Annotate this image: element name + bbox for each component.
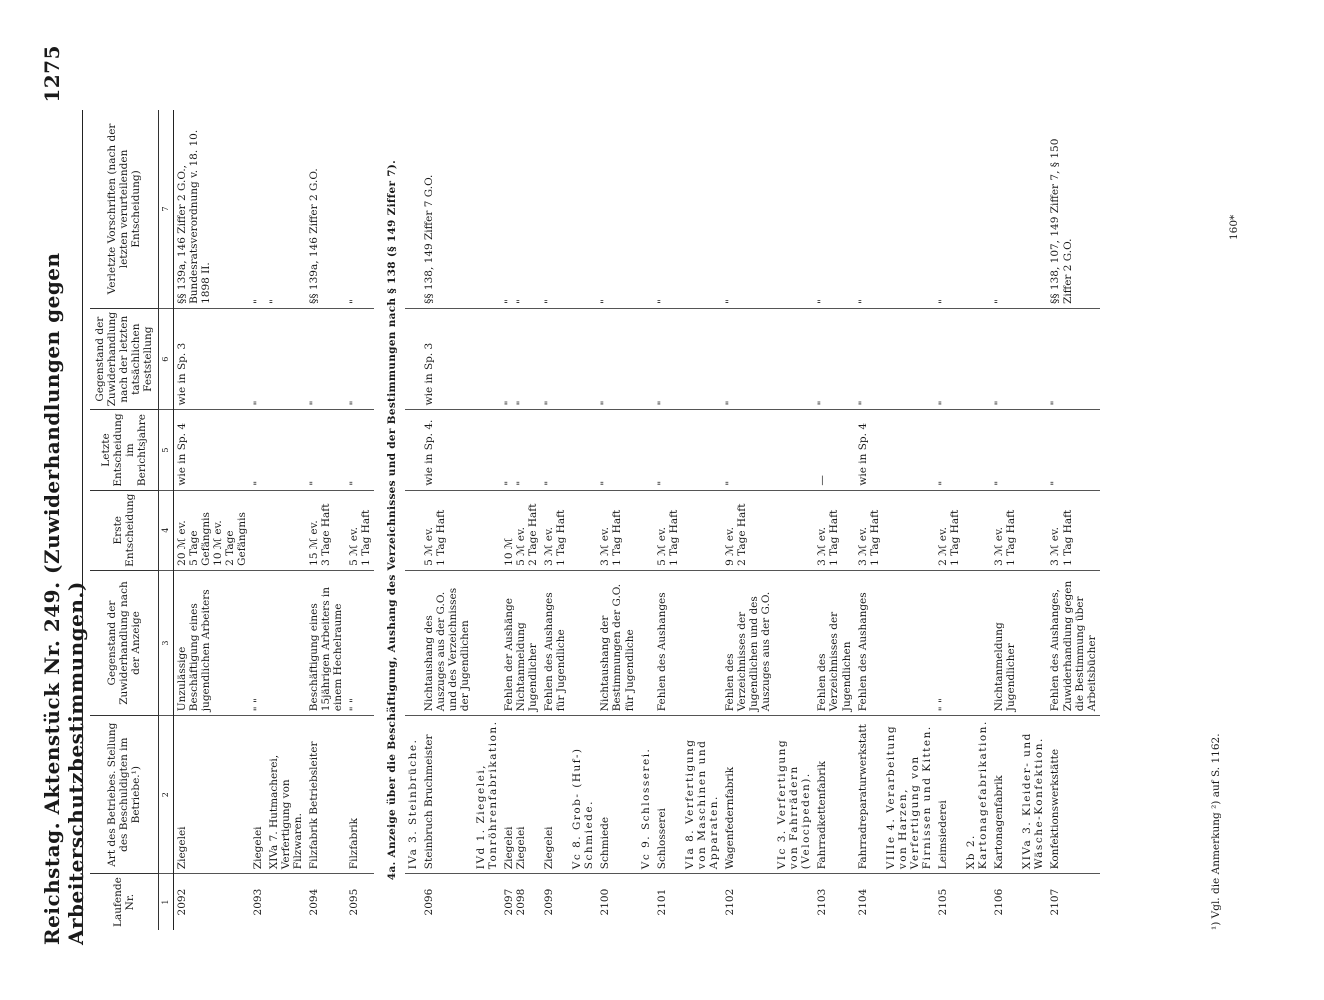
cell-art: Filzfabrik (346, 716, 374, 874)
cell-erste (250, 490, 266, 570)
cell-letzte: " (250, 410, 266, 490)
column-number-3: 3 (159, 570, 173, 715)
column-number-5: 5 (159, 410, 173, 490)
category-blank (638, 410, 654, 490)
cell-erste: 9 ℳ ev. 2 Tage Haft (722, 490, 774, 570)
cell-art: Fahrradreparaturwerkstatt (855, 716, 883, 874)
cell-letzte: " (1047, 410, 1099, 490)
cell-nr: 2105 (936, 888, 949, 916)
category-blank (682, 570, 722, 715)
category-blank (883, 570, 935, 715)
cell-vors: §§ 139a, 146 Ziffer 2 G.O., Bundesratsverordnung v. 18. 10. 1898 II. (173, 110, 250, 308)
category-heading: IVd 1. Ziegelei, Tonröhrenfabrikation. (473, 716, 501, 874)
cell-gegen: Nichtaushang der Bestimmungen der G.O. für Jugendliche (597, 570, 637, 715)
cell-gegen6: " (935, 308, 963, 409)
cell-vors: " (722, 110, 774, 308)
category-blank (682, 110, 722, 308)
table-row (266, 110, 306, 930)
cell-gegen6: wie in Sp. 3 (173, 308, 250, 409)
table-row (814, 110, 854, 930)
cell-vors: " " (501, 110, 541, 308)
category-heading: VIa 8. Verfertigung von Maschinen und Apparaten. (682, 716, 722, 874)
cell-vors: " (855, 110, 883, 308)
category-blank (963, 308, 991, 409)
cell-vors: §§ 139a, 146 Ziffer 2 G.O. (306, 110, 346, 308)
cell-letzte: — (814, 410, 854, 490)
category-blank (774, 308, 814, 409)
cell-art: Steinbruch Bruchmeister (421, 716, 473, 874)
cell-erste: 3 ℳ ev. 1 Tag Haft (814, 490, 854, 570)
table-row (346, 110, 374, 930)
category-blank (405, 308, 421, 409)
cell-vors: " (346, 110, 374, 308)
category-heading: XIVa 3. Kleider- und Wäsche-Konfektion. (1019, 716, 1047, 874)
cell-art: Ziegelei (541, 716, 569, 874)
cell-gegen: Fehlen des Verzeichnisses der Jugendlichen und des Auszuges aus der G.O. (722, 570, 774, 715)
cell-nr: 2094 (308, 888, 321, 916)
digitization-note (1303, 10, 1323, 990)
category-blank (774, 490, 814, 570)
cell-gegen: " " (346, 570, 374, 715)
category-blank (1019, 410, 1047, 490)
cell-erste: 3 ℳ ev. 1 Tag Haft (855, 490, 883, 570)
cell-letzte: wie in Sp. 4 (855, 410, 883, 490)
cell-vors: " (597, 110, 637, 308)
category-heading: VIc 3. Verfertigung von Fahrrädern (Velocipeden). (774, 716, 814, 874)
cell-erste: 3 ℳ ev. 1 Tag Haft (541, 490, 569, 570)
cell-gegen: Fehlen der Aushänge Nichtanmeldung Jugendlicher (501, 570, 541, 715)
cell-letzte: " (541, 410, 569, 490)
cell-nr: 2095 (348, 888, 361, 916)
cell-gegen: Nichtanmeldung Jugendlicher (991, 570, 1019, 715)
cell-letzte: " (935, 410, 963, 490)
cell-gegen6: " (597, 308, 637, 409)
cell-art: Schmiede (597, 716, 637, 874)
cell-nr: 2096 (422, 888, 435, 916)
category-row (963, 110, 991, 930)
cell-gegen6: " (346, 308, 374, 409)
category-blank (1019, 570, 1047, 715)
category-blank (473, 110, 501, 308)
cell-gegen6: " (541, 308, 569, 409)
category-blank (638, 490, 654, 570)
category-heading: IVa 3. Steinbrüche. (405, 716, 421, 874)
category-heading: Vc 8. Grob- (Huf-) Schmiede. (569, 716, 597, 874)
category-blank (682, 490, 722, 570)
category-blank (963, 490, 991, 570)
category-heading: VIIIe 4. Verarbeitung von Harzen, Verfertigung von Firnissen und Kitten. (883, 716, 935, 874)
cell-nr: 2097 2098 (502, 888, 527, 916)
category-row (883, 110, 935, 930)
cell-vors: " (814, 110, 854, 308)
cell-nr: 2107 (1049, 888, 1062, 916)
cell-gegen: Fehlen des Aushanges für Jugendliche (541, 570, 569, 715)
table-row (501, 110, 541, 930)
cell-vors: " (266, 110, 306, 308)
column-number-2: 2 (159, 716, 173, 874)
cell-vors: " (250, 110, 266, 308)
cell-gegen: Fehlen des Aushanges, Zuwiderhandlung gegen die Bestimmung über Arbeitsbücher (1047, 570, 1099, 715)
column-header-6: Gegenstand der Zuwiderhandlung nach der letzten tatsächlichen Feststellung (90, 308, 159, 409)
cell-erste: 5 ℳ ev. 1 Tag Haft (654, 490, 682, 570)
cell-vors: §§ 138, 149 Ziffer 7 G.O. (421, 110, 473, 308)
category-blank (569, 490, 597, 570)
section-heading-body (374, 110, 404, 930)
cell-letzte: " (991, 410, 1019, 490)
cell-nr (266, 874, 306, 930)
category-blank (963, 110, 991, 308)
section-title: 4a. Anzeige über die Beschäftigung, Aushang des Verzeichnisses und der Bestimmungen nach § 138 (§ 149 Ziffer 7). (386, 159, 399, 881)
cell-letzte: " (654, 410, 682, 490)
cell-gegen6: " (250, 308, 266, 409)
cell-erste: 20 ℳ ev. 5 Tage Gefängnis 10 ℳ ev. 2 Tage Gefängnis (173, 490, 250, 570)
cell-gegen: Beschäftigung eines 15jährigen Arbeiters in einem Hechelraume (306, 570, 346, 715)
category-blank (405, 570, 421, 715)
category-blank (883, 490, 935, 570)
category-spacer (405, 874, 421, 930)
column-header-1: Laufende Nr. (112, 877, 137, 927)
cell-art: Ziegelei Ziegelei (501, 716, 541, 874)
column-header-5: Letzte Entscheidung im Berichtsjahre (90, 410, 159, 490)
cell-erste: 10 ℳ 5 ℳ ev. 2 Tage Haft (501, 490, 541, 570)
category-blank (638, 570, 654, 715)
cell-erste: 3 ℳ ev. 1 Tag Haft (1047, 490, 1099, 570)
column-header-7: Verletzte Vorschriften (nach der letzten verurteilenden Entscheidung) (90, 110, 159, 308)
cell-nr: 2103 (816, 888, 829, 916)
category-blank (405, 410, 421, 490)
column-number-row (159, 110, 173, 930)
category-blank (405, 110, 421, 308)
cell-art: Wagenfedernfabrik (722, 716, 774, 874)
cell-erste: 3 ℳ ev. 1 Tag Haft (991, 490, 1019, 570)
column-number-4: 4 (159, 490, 173, 570)
cell-art: Fahrradkettenfabrik (814, 716, 854, 874)
footnote: ¹) Vgl. die Anmerkung ²) auf S. 1162. (1210, 733, 1222, 930)
cell-vors: §§ 138, 107, 149 Ziffer 7, § 150 Ziffer 2 G.O. (1047, 110, 1099, 308)
column-header-2: Art des Betriebes. Stellung des Beschuldigten im Betriebe.¹) (90, 716, 159, 874)
category-blank (569, 570, 597, 715)
cell-vors: " (935, 110, 963, 308)
cell-nr: 2099 (543, 888, 556, 916)
cell-gegen: Fehlen des Aushanges (855, 570, 883, 715)
category-row (473, 110, 501, 930)
cell-nr: 2100 (599, 888, 612, 916)
category-blank (405, 490, 421, 570)
category-blank (569, 110, 597, 308)
table-row (654, 110, 682, 930)
cell-gegen: " " (250, 570, 266, 715)
cell-gegen6 (266, 308, 306, 409)
table-row (541, 110, 569, 930)
category-blank (883, 308, 935, 409)
cell-art: Ziegelei (250, 716, 266, 874)
table-row (173, 110, 250, 930)
category-spacer (473, 874, 501, 930)
category-blank (774, 570, 814, 715)
table-row (855, 110, 883, 930)
category-spacer (569, 874, 597, 930)
header-title: Reichstag. Aktenstück Nr. 249. (Zuwiderhandlungen gegen Arbeiterschutzbestimmungen.) (40, 252, 88, 945)
category-row (405, 110, 421, 930)
table-row (991, 110, 1019, 930)
column-header-3: Gegenstand der Zuwiderhandlung nach der Anzeige (90, 570, 159, 715)
cell-art: Konfektionswerkstätte (1047, 716, 1099, 874)
cell-gegen: Unzulässige Beschäftigung eines jugendlichen Arbeiters (173, 570, 250, 715)
table-header-row (90, 110, 159, 930)
table-body-part-1 (173, 110, 374, 930)
column-header-4: Erste Entscheidung (90, 490, 159, 570)
category-blank (638, 308, 654, 409)
cell-letzte: wie in Sp. 4. (421, 410, 473, 490)
page-number: 1275 (40, 45, 64, 103)
cell-gegen6: " (855, 308, 883, 409)
cell-nr: 2106 (993, 888, 1006, 916)
cell-letzte: " (306, 410, 346, 490)
table-row (421, 110, 473, 930)
cell-gegen (266, 570, 306, 715)
cell-erste: 15 ℳ ev. 3 Tage Haft (306, 490, 346, 570)
cell-gegen6: " " (501, 308, 541, 409)
cell-art: Schlosserei (654, 716, 682, 874)
category-blank (638, 110, 654, 308)
cell-erste (266, 490, 306, 570)
category-blank (883, 110, 935, 308)
cell-gegen6: wie in Sp. 3 (421, 308, 473, 409)
cell-gegen6: " (814, 308, 854, 409)
category-blank (774, 410, 814, 490)
cell-art: Kartonagenfabrik (991, 716, 1019, 874)
cell-erste: 2 ℳ ev. 1 Tag Haft (935, 490, 963, 570)
cell-letzte: wie in Sp. 4 (173, 410, 250, 490)
category-blank (1019, 490, 1047, 570)
cell-erste: 5 ℳ ev. 1 Tag Haft (421, 490, 473, 570)
cell-gegen6: " (991, 308, 1019, 409)
sheet-mark: 160* (1228, 214, 1240, 240)
cell-letzte: " " (501, 410, 541, 490)
category-spacer (963, 874, 991, 930)
category-blank (682, 308, 722, 409)
header-rule (82, 110, 83, 930)
category-row (1019, 110, 1047, 930)
table-row (306, 110, 346, 930)
category-row (569, 110, 597, 930)
category-row (638, 110, 654, 930)
violations-table (90, 110, 1100, 930)
cell-erste: 3 ℳ ev. 1 Tag Haft (597, 490, 637, 570)
category-spacer (638, 874, 654, 930)
table-row (935, 110, 963, 930)
table-row (597, 110, 637, 930)
cell-gegen: Fehlen des Aushanges (654, 570, 682, 715)
cell-letzte (266, 410, 306, 490)
table-row (1047, 110, 1099, 930)
category-blank (963, 410, 991, 490)
cell-nr: 2092 (175, 888, 188, 916)
cell-nr: 2104 (856, 888, 869, 916)
category-blank (569, 410, 597, 490)
cell-vors: " (541, 110, 569, 308)
category-blank (682, 410, 722, 490)
cell-nr: 2102 (723, 888, 736, 916)
cell-erste: 5 ℳ ev. 1 Tag Haft (346, 490, 374, 570)
column-number-6: 6 (159, 308, 173, 409)
table-body-part-2 (405, 110, 1100, 930)
category-blank (473, 308, 501, 409)
category-blank (883, 410, 935, 490)
cell-letzte: " (346, 410, 374, 490)
category-blank (569, 308, 597, 409)
cell-art: Leimsiederei (935, 716, 963, 874)
category-heading: Xb 2. Kartonagefabrikation. (963, 716, 991, 874)
category-blank (473, 490, 501, 570)
category-blank (774, 110, 814, 308)
cell-art: Filzfabrik Betriebsleiter (306, 716, 346, 874)
cell-gegen6: " (722, 308, 774, 409)
category-row (774, 110, 814, 930)
cell-gegen: Fehlen des Verzeichnisses der Jugendlichen (814, 570, 854, 715)
category-blank (473, 410, 501, 490)
cell-gegen6: " (306, 308, 346, 409)
cell-letzte: " (722, 410, 774, 490)
cell-nr: 2093 (251, 888, 264, 916)
column-number-7: 7 (159, 110, 173, 308)
category-spacer (1019, 874, 1047, 930)
category-blank (473, 570, 501, 715)
cell-gegen6: " (654, 308, 682, 409)
table-row (250, 110, 266, 930)
cell-gegen: Nichtaushang des Auszuges aus der G.O. und des Verzeichnisses der Jugendlichen (421, 570, 473, 715)
category-row (682, 110, 722, 930)
category-blank (963, 570, 991, 715)
cell-gegen: " " (935, 570, 963, 715)
category-spacer (774, 874, 814, 930)
cell-art: XIVa 7. Hutmacherei, Verfertigung von Filzwaren. (266, 716, 306, 874)
column-number-1: 1 (159, 874, 173, 930)
category-blank (1019, 110, 1047, 308)
cell-nr: 2101 (655, 888, 668, 916)
cell-vors: " (991, 110, 1019, 308)
table-row (722, 110, 774, 930)
category-blank (1019, 308, 1047, 409)
page-header (40, 45, 88, 945)
cell-letzte: " (597, 410, 637, 490)
category-spacer (682, 874, 722, 930)
cell-art: Ziegelei (173, 716, 250, 874)
cell-vors: " (654, 110, 682, 308)
cell-gegen6: " (1047, 308, 1099, 409)
category-spacer (883, 874, 935, 930)
category-heading: Vc 9. Schlosserei. (638, 716, 654, 874)
